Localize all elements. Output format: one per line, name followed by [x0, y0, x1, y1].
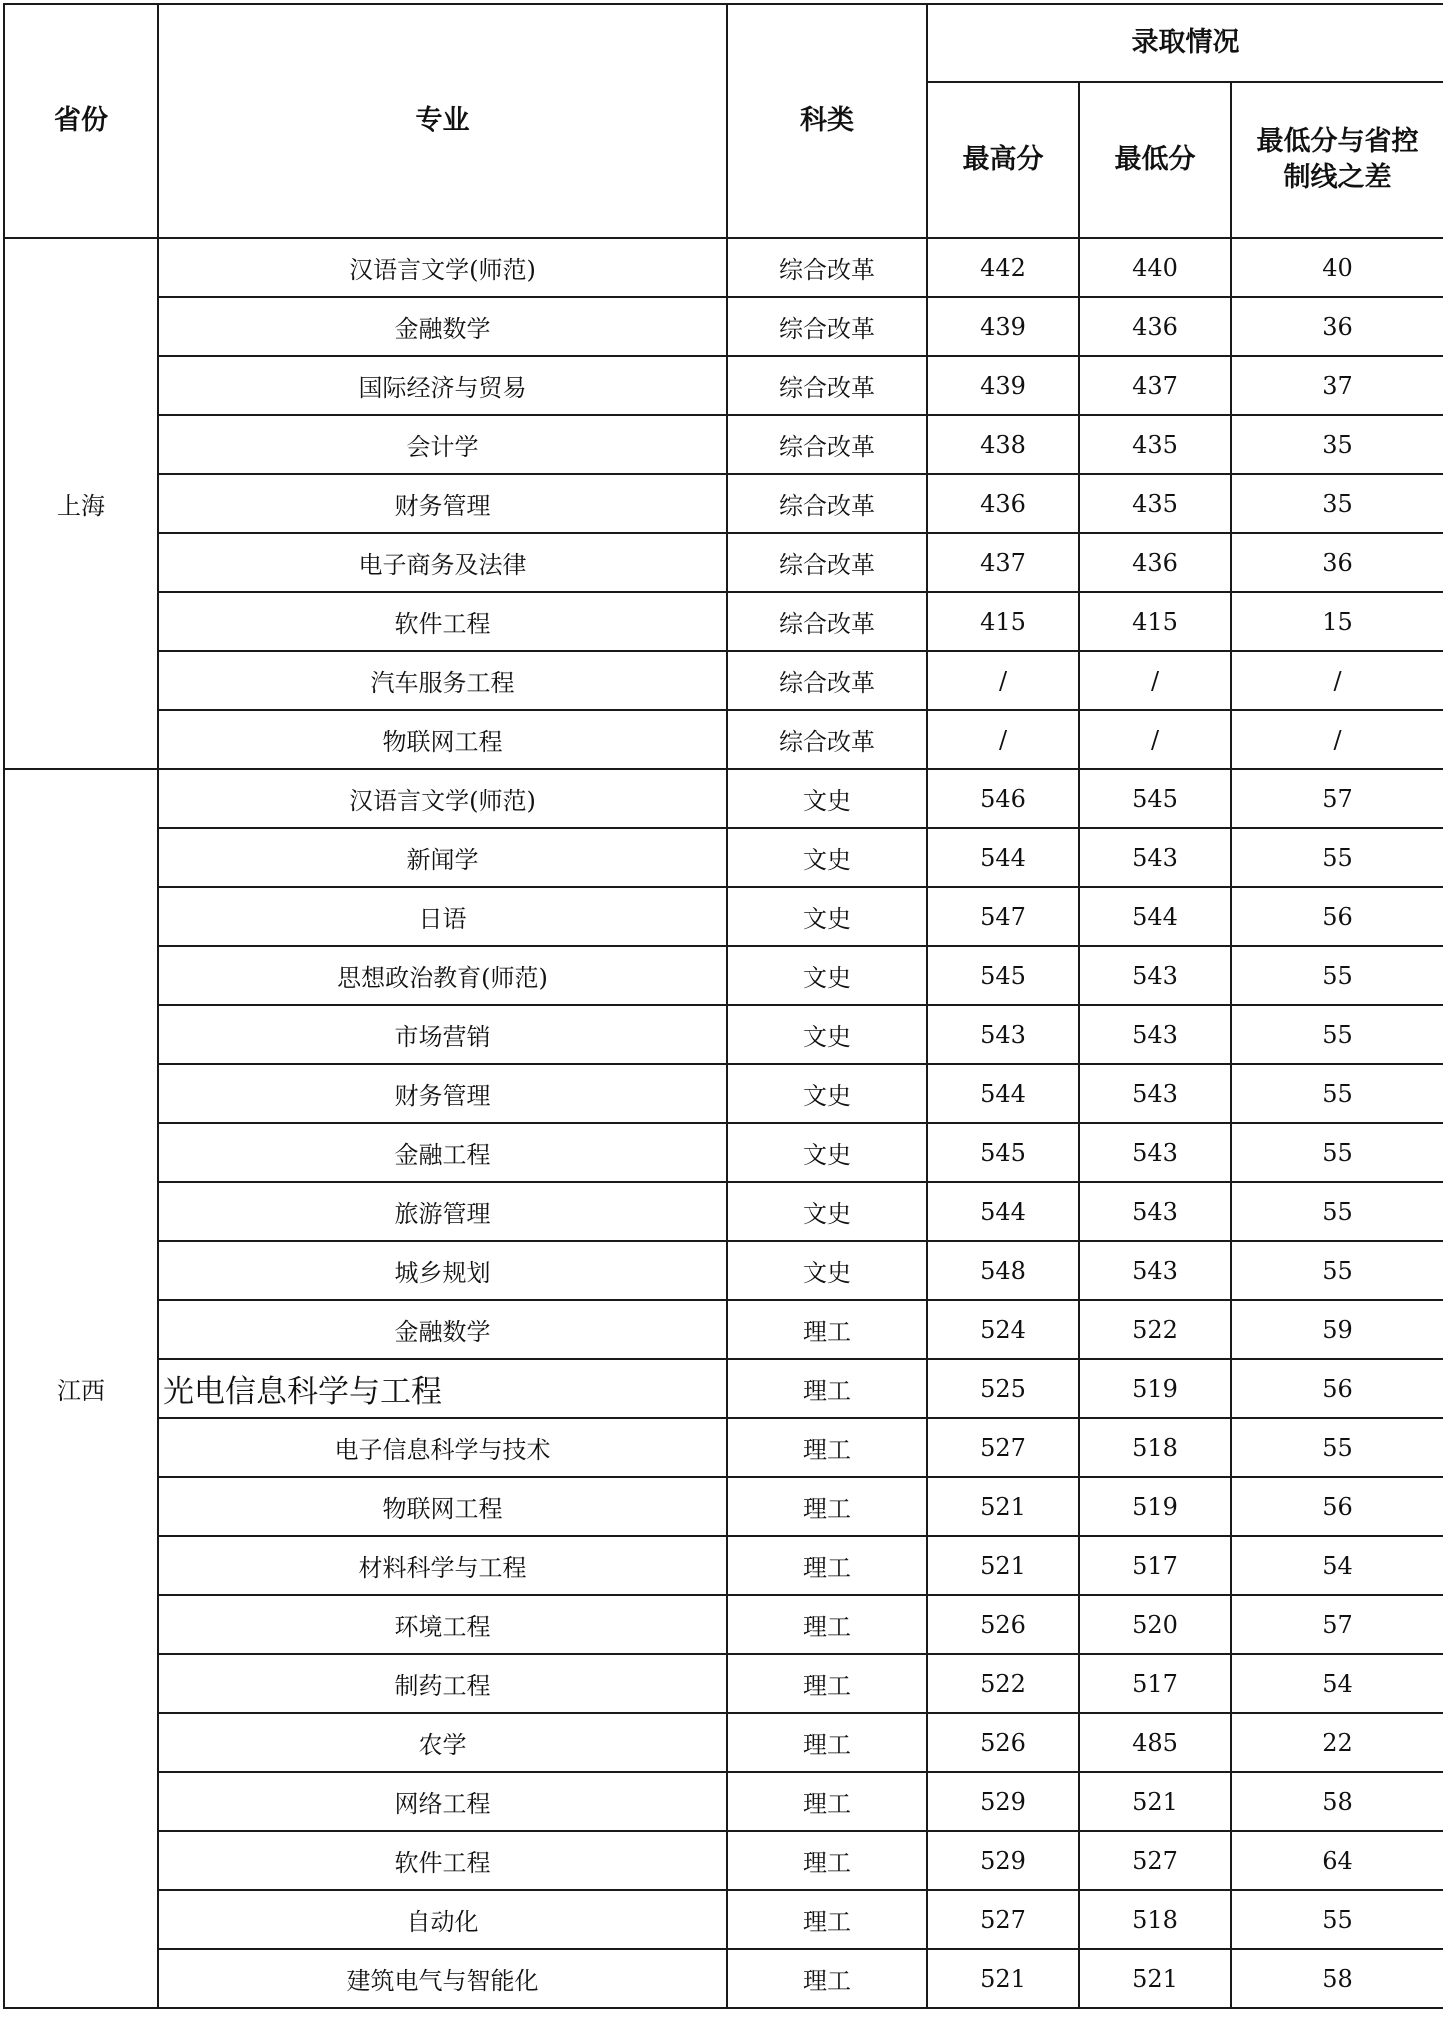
header-province: 省份	[4, 4, 158, 238]
diff-cell: 56	[1231, 1477, 1443, 1536]
min-score-cell: 485	[1079, 1713, 1231, 1772]
major-cell: 市场营销	[158, 1005, 727, 1064]
max-score-cell: 546	[927, 769, 1079, 828]
category-cell: 综合改革	[727, 356, 927, 415]
major-cell: 软件工程	[158, 1831, 727, 1890]
category-cell: 理工	[727, 1890, 927, 1949]
table-row	[4, 1713, 1443, 1772]
major-cell: 财务管理	[158, 1064, 727, 1123]
table-row	[4, 1064, 1443, 1123]
max-score-cell: 543	[927, 1005, 1079, 1064]
diff-cell: 54	[1231, 1654, 1443, 1713]
province-cell: 上海	[4, 238, 158, 769]
max-score-cell: 544	[927, 1064, 1079, 1123]
category-cell: 理工	[727, 1477, 927, 1536]
major-cell: 会计学	[158, 415, 727, 474]
major-cell: 国际经济与贸易	[158, 356, 727, 415]
category-cell: 理工	[727, 1713, 927, 1772]
table-row	[4, 887, 1443, 946]
header-admission: 录取情况	[927, 4, 1443, 82]
diff-cell: 40	[1231, 238, 1443, 297]
diff-cell: 55	[1231, 1064, 1443, 1123]
major-cell: 电子商务及法律	[158, 533, 727, 592]
table-row	[4, 474, 1443, 533]
table-row	[4, 1890, 1443, 1949]
diff-cell: 55	[1231, 1005, 1443, 1064]
province-cell: 江西	[4, 769, 158, 2008]
max-score-cell: 436	[927, 474, 1079, 533]
min-score-cell: 543	[1079, 1005, 1231, 1064]
max-score-cell: 521	[927, 1949, 1079, 2008]
table-row	[4, 1595, 1443, 1654]
diff-cell: 58	[1231, 1949, 1443, 2008]
table-row	[4, 533, 1443, 592]
major-cell: 汉语言文学(师范)	[158, 769, 727, 828]
table-row	[4, 1123, 1443, 1182]
max-score-cell: 415	[927, 592, 1079, 651]
diff-cell: 15	[1231, 592, 1443, 651]
max-score-cell: 545	[927, 1123, 1079, 1182]
diff-cell: 36	[1231, 533, 1443, 592]
max-score-cell: 442	[927, 238, 1079, 297]
category-cell: 综合改革	[727, 651, 927, 710]
category-cell: 文史	[727, 1182, 927, 1241]
min-score-cell: 522	[1079, 1300, 1231, 1359]
table-row	[4, 651, 1443, 710]
category-cell: 理工	[727, 1772, 927, 1831]
max-score-cell: 548	[927, 1241, 1079, 1300]
category-cell: 文史	[727, 1241, 927, 1300]
category-cell: 文史	[727, 828, 927, 887]
diff-cell: 55	[1231, 1418, 1443, 1477]
table-row	[4, 1654, 1443, 1713]
major-cell: 金融数学	[158, 1300, 727, 1359]
table-body	[4, 238, 1443, 2008]
major-cell: 新闻学	[158, 828, 727, 887]
min-score-cell: /	[1079, 651, 1231, 710]
category-cell: 文史	[727, 1123, 927, 1182]
diff-cell: 35	[1231, 474, 1443, 533]
major-cell: 光电信息科学与工程	[158, 1359, 727, 1418]
min-score-cell: 521	[1079, 1772, 1231, 1831]
max-score-cell: 526	[927, 1595, 1079, 1654]
max-score-cell: 527	[927, 1418, 1079, 1477]
category-cell: 理工	[727, 1418, 927, 1477]
table-row	[4, 1359, 1443, 1418]
major-cell: 旅游管理	[158, 1182, 727, 1241]
max-score-cell: 545	[927, 946, 1079, 1005]
category-cell: 文史	[727, 769, 927, 828]
table-row	[4, 828, 1443, 887]
header-category: 科类	[727, 4, 927, 238]
admission-table	[3, 3, 1443, 2009]
min-score-cell: 519	[1079, 1359, 1231, 1418]
diff-cell: 22	[1231, 1713, 1443, 1772]
diff-cell: /	[1231, 710, 1443, 769]
table-row	[4, 592, 1443, 651]
max-score-cell: 522	[927, 1654, 1079, 1713]
table-row	[4, 297, 1443, 356]
major-cell: 物联网工程	[158, 1477, 727, 1536]
max-score-cell: 521	[927, 1477, 1079, 1536]
header-diff-text: 最低分与省控制线之差	[1256, 125, 1419, 193]
diff-cell: 57	[1231, 1595, 1443, 1654]
diff-cell: 56	[1231, 1359, 1443, 1418]
max-score-cell: 521	[927, 1536, 1079, 1595]
diff-cell: 55	[1231, 1123, 1443, 1182]
header-row	[4, 4, 1443, 82]
table-row	[4, 356, 1443, 415]
min-score-cell: 517	[1079, 1654, 1231, 1713]
diff-cell: 64	[1231, 1831, 1443, 1890]
max-score-cell: 524	[927, 1300, 1079, 1359]
category-cell: 理工	[727, 1300, 927, 1359]
major-cell: 电子信息科学与技术	[158, 1418, 727, 1477]
category-cell: 理工	[727, 1536, 927, 1595]
min-score-cell: 544	[1079, 887, 1231, 946]
diff-cell: 59	[1231, 1300, 1443, 1359]
min-score-cell: 543	[1079, 828, 1231, 887]
min-score-cell: 519	[1079, 1477, 1231, 1536]
min-score-cell: 415	[1079, 592, 1231, 651]
max-score-cell: 544	[927, 1182, 1079, 1241]
category-cell: 文史	[727, 887, 927, 946]
table-row	[4, 1949, 1443, 2008]
table-row	[4, 238, 1443, 297]
category-cell: 综合改革	[727, 297, 927, 356]
table-row	[4, 710, 1443, 769]
category-cell: 理工	[727, 1831, 927, 1890]
category-cell: 理工	[727, 1949, 927, 2008]
min-score-cell: 435	[1079, 474, 1231, 533]
major-cell: 网络工程	[158, 1772, 727, 1831]
category-cell: 综合改革	[727, 415, 927, 474]
max-score-cell: 439	[927, 356, 1079, 415]
major-cell: 金融数学	[158, 297, 727, 356]
major-cell: 汽车服务工程	[158, 651, 727, 710]
table-row	[4, 1772, 1443, 1831]
min-score-cell: 520	[1079, 1595, 1231, 1654]
table-row	[4, 1300, 1443, 1359]
category-cell: 综合改革	[727, 592, 927, 651]
min-score-cell: 517	[1079, 1536, 1231, 1595]
min-score-cell: 437	[1079, 356, 1231, 415]
max-score-cell: /	[927, 651, 1079, 710]
diff-cell: 57	[1231, 769, 1443, 828]
major-cell: 日语	[158, 887, 727, 946]
max-score-cell: 529	[927, 1831, 1079, 1890]
diff-cell: 55	[1231, 1182, 1443, 1241]
min-score-cell: /	[1079, 710, 1231, 769]
category-cell: 综合改革	[727, 474, 927, 533]
max-score-cell: /	[927, 710, 1079, 769]
major-cell: 物联网工程	[158, 710, 727, 769]
min-score-cell: 436	[1079, 533, 1231, 592]
category-cell: 综合改革	[727, 710, 927, 769]
max-score-cell: 529	[927, 1772, 1079, 1831]
max-score-cell: 525	[927, 1359, 1079, 1418]
diff-cell: 35	[1231, 415, 1443, 474]
major-cell: 环境工程	[158, 1595, 727, 1654]
diff-cell: 55	[1231, 946, 1443, 1005]
category-cell: 理工	[727, 1359, 927, 1418]
major-cell: 思想政治教育(师范)	[158, 946, 727, 1005]
min-score-cell: 543	[1079, 946, 1231, 1005]
major-cell: 材料科学与工程	[158, 1536, 727, 1595]
min-score-cell: 545	[1079, 769, 1231, 828]
header-min-score: 最低分	[1079, 82, 1231, 238]
min-score-cell: 436	[1079, 297, 1231, 356]
table-row	[4, 1831, 1443, 1890]
header-diff	[1231, 82, 1443, 238]
header-max-score: 最高分	[927, 82, 1079, 238]
diff-cell: 56	[1231, 887, 1443, 946]
category-cell: 综合改革	[727, 533, 927, 592]
header-major: 专业	[158, 4, 727, 238]
min-score-cell: 435	[1079, 415, 1231, 474]
diff-cell: 55	[1231, 828, 1443, 887]
major-cell: 财务管理	[158, 474, 727, 533]
table-row	[4, 1005, 1443, 1064]
diff-cell: 37	[1231, 356, 1443, 415]
max-score-cell: 547	[927, 887, 1079, 946]
diff-cell: 55	[1231, 1890, 1443, 1949]
max-score-cell: 526	[927, 1713, 1079, 1772]
table-row	[4, 946, 1443, 1005]
table-row	[4, 1418, 1443, 1477]
min-score-cell: 543	[1079, 1064, 1231, 1123]
major-cell: 制药工程	[158, 1654, 727, 1713]
major-cell: 金融工程	[158, 1123, 727, 1182]
table-row	[4, 1182, 1443, 1241]
min-score-cell: 543	[1079, 1182, 1231, 1241]
diff-cell: 54	[1231, 1536, 1443, 1595]
table-row	[4, 769, 1443, 828]
major-cell: 农学	[158, 1713, 727, 1772]
max-score-cell: 527	[927, 1890, 1079, 1949]
min-score-cell: 543	[1079, 1123, 1231, 1182]
max-score-cell: 437	[927, 533, 1079, 592]
category-cell: 文史	[727, 946, 927, 1005]
major-cell: 城乡规划	[158, 1241, 727, 1300]
table-row	[4, 1477, 1443, 1536]
category-cell: 综合改革	[727, 238, 927, 297]
diff-cell: 36	[1231, 297, 1443, 356]
table-row	[4, 1536, 1443, 1595]
table-row	[4, 1241, 1443, 1300]
max-score-cell: 438	[927, 415, 1079, 474]
major-cell: 建筑电气与智能化	[158, 1949, 727, 2008]
min-score-cell: 521	[1079, 1949, 1231, 2008]
min-score-cell: 440	[1079, 238, 1231, 297]
diff-cell: 55	[1231, 1241, 1443, 1300]
category-cell: 文史	[727, 1005, 927, 1064]
category-cell: 理工	[727, 1654, 927, 1713]
category-cell: 理工	[727, 1595, 927, 1654]
table-row	[4, 415, 1443, 474]
max-score-cell: 544	[927, 828, 1079, 887]
min-score-cell: 527	[1079, 1831, 1231, 1890]
min-score-cell: 518	[1079, 1418, 1231, 1477]
diff-cell: /	[1231, 651, 1443, 710]
major-cell: 汉语言文学(师范)	[158, 238, 727, 297]
min-score-cell: 543	[1079, 1241, 1231, 1300]
max-score-cell: 439	[927, 297, 1079, 356]
category-cell: 文史	[727, 1064, 927, 1123]
major-cell: 自动化	[158, 1890, 727, 1949]
diff-cell: 58	[1231, 1772, 1443, 1831]
major-cell: 软件工程	[158, 592, 727, 651]
min-score-cell: 518	[1079, 1890, 1231, 1949]
